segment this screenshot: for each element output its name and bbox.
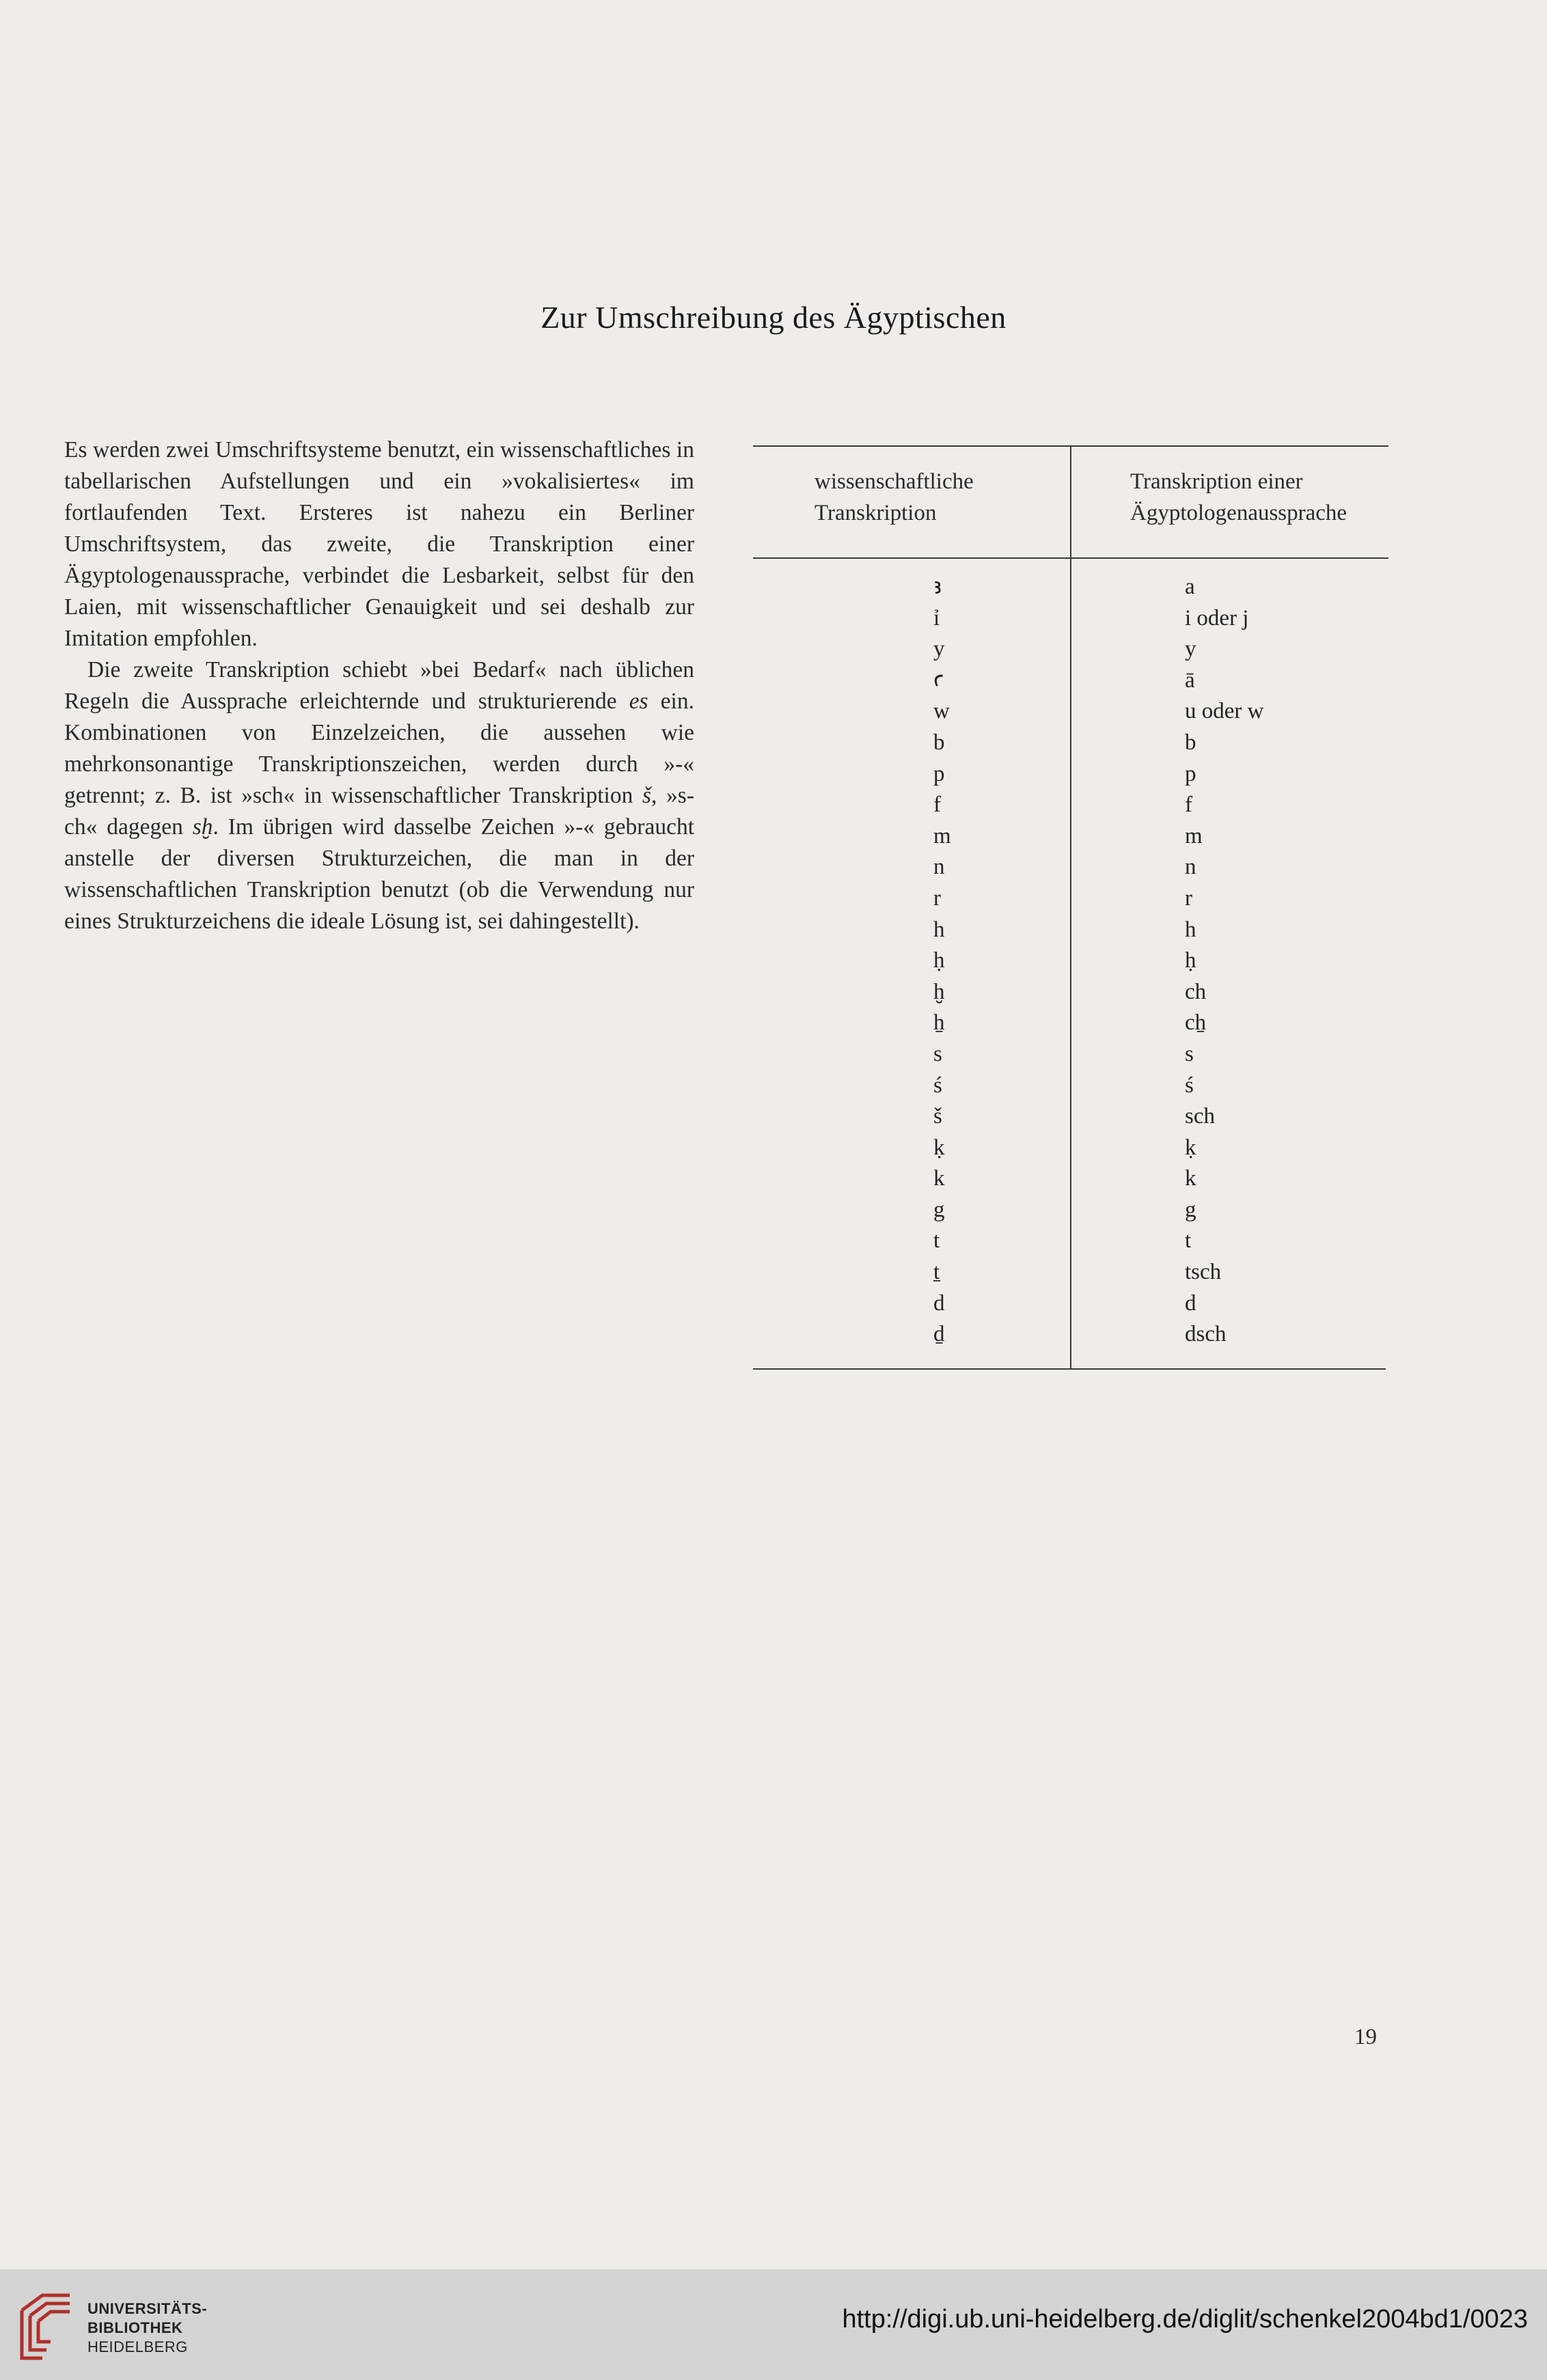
pronunciation-symbol: ch [1185,979,1207,1004]
paragraph-2 [64,654,694,937]
scientific-symbol: ỉ [933,605,940,631]
pronunciation-symbol: sch [1185,1104,1215,1129]
scientific-symbol: p [933,761,945,786]
page-number: 19 [1354,2025,1377,2049]
pronunciation-symbol: d [1185,1290,1196,1316]
pronunciation-symbol: n [1185,855,1196,880]
scientific-symbol: h [933,917,945,942]
pronunciation-symbol: i oder j [1185,605,1249,631]
pronunciation-symbol: dsch [1185,1322,1227,1347]
scientific-symbol: m [933,823,951,848]
pronunciation-symbol: tsch [1185,1260,1222,1285]
pronunciation-symbol: cẖ [1185,1010,1207,1036]
pronunciation-symbol: k [1185,1166,1196,1191]
scientific-symbol: ḏ [933,1322,945,1347]
scientific-symbol: w [933,699,950,724]
pronunciation-symbol: m [1185,823,1203,848]
library-line-2: BIBLIOTHEK [87,2319,183,2336]
paragraph-1: Es werden zwei Umschriftsysteme benutzt, ein wissenschaftliches in tabellarischen Aufstellungen und ein »vokalisiertes« im fortlaufenden Text. Ersteres ist nahezu ein Berliner Umschriftsystem, das zweite, die Transkription einer Ägyptologenaussprache, verbindet die Lesbarkeit, selbst für den Laien, mit wissenschaftlicher Genauigkeit und sei deshalb zur Imitation empfohlen. [64,437,694,651]
table-column-divider [1070,445,1071,1368]
pronunciation-symbol: r [1185,885,1192,911]
paragraph-2-text: Die zweite Transkription schiebt »bei Bedarf« nach üblichen Regeln die Aussprache erleichternde und strukturierende [64,657,694,714]
pronunciation-symbol: s [1185,1041,1194,1066]
scientific-symbol: ẖ [933,1010,945,1036]
pronunciation-symbol: y [1185,637,1196,662]
paragraph-2-text: , »s-ch« dagegen [64,783,694,840]
pronunciation-column [1185,572,1263,1351]
source-url-link[interactable]: http://digi.ub.uni-heidelberg.de/diglit/schenkel2004bd1/0023 [842,2305,1528,2334]
library-line-3: HEIDELBERG [87,2338,188,2355]
scientific-symbol: ꜣ [933,575,942,599]
library-logo-icon [15,2290,77,2366]
pronunciation-symbol: ā [1185,667,1195,693]
scientific-symbol: ꜥ [933,667,944,693]
scientific-symbol: b [933,730,945,755]
pronunciation-symbol: g [1185,1197,1196,1222]
scientific-symbol: y [933,637,945,662]
library-name [87,2299,207,2357]
pronunciation-symbol: t [1185,1228,1192,1254]
scientific-symbol: ṯ [933,1260,940,1285]
scientific-symbol: d [933,1290,945,1316]
scientific-symbol: g [933,1197,945,1222]
pronunciation-symbol: h [1185,917,1196,942]
scientific-symbol: s [933,1041,942,1066]
italic-es: es [629,689,648,714]
pronunciation-symbol: ś [1185,1073,1194,1098]
scientific-symbol: ś [933,1073,942,1098]
pronunciation-symbol: ḥ [1185,948,1196,973]
scientific-symbol: š [933,1104,942,1129]
paragraph-2-text: . Im übrigen wird dasselbe Zeichen »-« gebraucht anstelle der diversen Strukturzeichen, die man in der wissenschaftlichen Transkription benutzt (ob die Verwendung nur eines Strukturzeichens die ideale Lösung ist, sei dahingestellt). [64,814,694,934]
paragraph-2-text: ein. Kombinationen von Einzelzeichen, die aussehen wie mehrkonsonantige Transkriptionszeichen, werden durch »-« getrennt; z. B. ist »sch« in wissenschaftlicher Transkription [64,689,694,808]
library-line-1: UNIVERSITÄTS- [87,2300,208,2317]
scientific-symbol: ḳ [933,1135,945,1160]
scientific-symbol: n [933,855,945,880]
scientific-symbol: ḥ [933,948,945,973]
pronunciation-symbol: ḳ [1185,1135,1196,1160]
italic-s-ch: sḫ [192,814,213,840]
scientific-symbol: f [933,792,941,818]
pronunciation-symbol: b [1185,730,1196,755]
body-text [64,434,694,937]
footer-bar [0,2269,1547,2380]
table-bottom-rule [753,1368,1386,1370]
pronunciation-symbol: a [1185,575,1195,599]
scientific-symbol: ḫ [933,979,945,1004]
pronunciation-symbol: f [1185,792,1192,818]
page-title: Zur Umschreibung des Ägyptischen [540,300,1007,335]
italic-sh: š [642,783,652,808]
scientific-symbol: t [933,1228,940,1254]
scientific-column [933,572,951,1351]
scientific-symbol: k [933,1166,945,1191]
column-header-pronunciation: Transkription einer Ägyptologenaussprache [1130,469,1347,525]
scientific-symbol: r [933,885,941,911]
column-header-scientific: wissenschaftliche Transkription [814,469,974,525]
transcription-table [753,445,1388,1370]
pronunciation-symbol: p [1185,761,1196,786]
pronunciation-symbol: u oder w [1185,699,1264,724]
